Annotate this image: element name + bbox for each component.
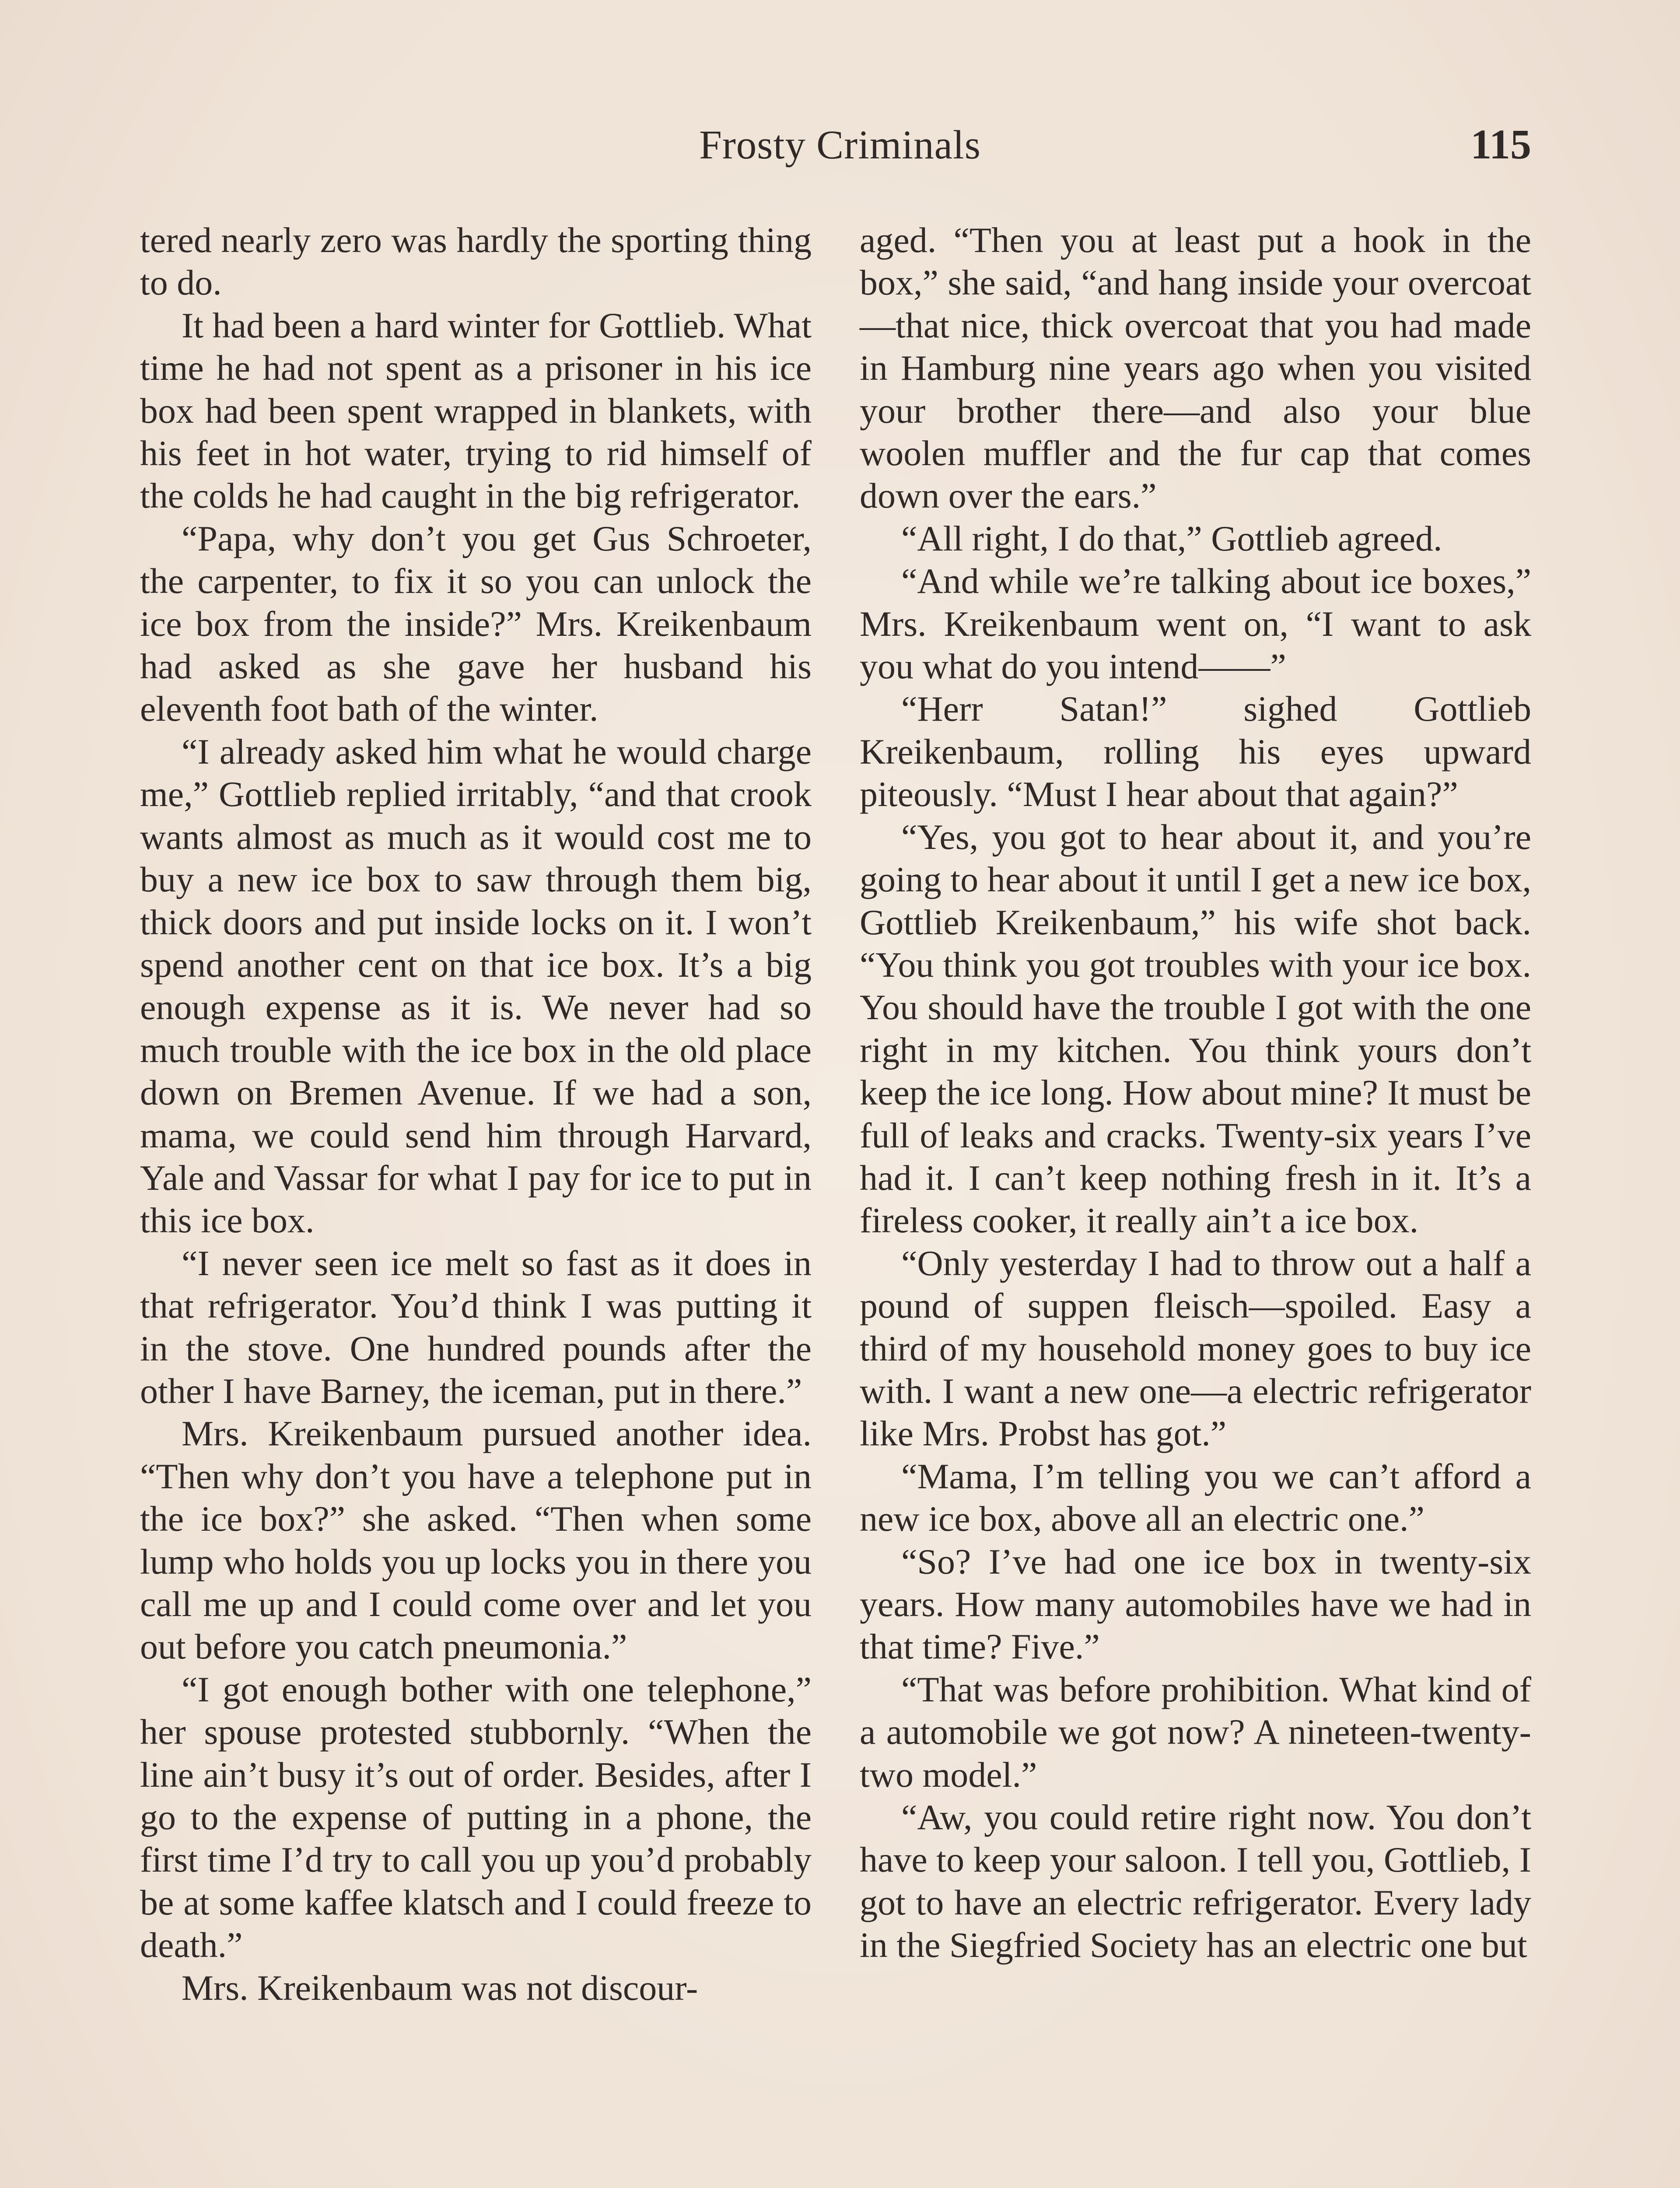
running-title: Frosty Criminals xyxy=(699,123,981,168)
paragraph: “I already asked him what he would charge me,” Gottlieb replied irritably, “and that crook wants almost as much as it would cost me to buy a new ice box to saw through them big, thick doors and put inside locks on it. I won’t spend another cent on that ice box. It’s a big enough expense as it is. We never had so much trouble with the ice box in the old place down on Bremen Avenue. If we had a son, mama, we could send him through Harvard, Yale and Vassar for what I pay for ice to put in this ice box. xyxy=(140,731,812,1241)
paragraph: “Mama, I’m telling you we can’t afford a new ice box, above all an electric one.” xyxy=(860,1456,1531,1539)
paragraph: “I never seen ice melt so fast as it does in that refrigerator. You’d think I was putting it in the stove. One hundred pounds after the other I have Barney, the iceman, put in there.” xyxy=(140,1243,812,1411)
right-column xyxy=(860,219,1531,1967)
paragraph: “Yes, you got to hear about it, and you’re going to hear about it until I get a new ice box, Gottlieb Kreikenbaum,” his wife shot back. “You think you got troubles with your ice box. You should have the trouble I got with the one right in my kitchen. You think yours don’t keep the ice long. How about mine? It must be full of leaks and cracks. Twenty-six years I’ve had it. I can’t keep nothing fresh in it. It’s a fireless cooker, it really ain’t a ice box. xyxy=(860,817,1531,1241)
paragraph: It had been a hard winter for Gottlieb. What time he had not spent as a prisoner in his ice box had been spent wrapped in blankets, with his feet in hot water, trying to rid himself of the colds he had caught in the big refrigerator. xyxy=(140,305,812,516)
paragraph: “Only yesterday I had to throw out a half a pound of suppen fleisch—spoiled. Easy a third of my household money goes to buy ice with. I want a new one—a electric refrigerator like Mrs. Probst has got.” xyxy=(860,1243,1531,1454)
paragraph: aged. “Then you at least put a hook in the box,” she said, “and hang inside your overcoat—that nice, thick overcoat that you had made in Hamburg nine years ago when you visited your brother there—and also your blue woolen muffler and the fur cap that comes down over the ears.” xyxy=(860,220,1531,516)
paragraph: “That was before prohibition. What kind of a automobile we got now? A nineteen-twenty-two model.” xyxy=(860,1669,1531,1795)
paragraph: “And while we’re talking about ice boxes,” Mrs. Kreikenbaum went on, “I want to ask you what do you intend——” xyxy=(860,561,1531,687)
paragraph: “All right, I do that,” Gottlieb agreed. xyxy=(901,518,1442,558)
paragraph: “I got enough bother with one telephone,” her spouse protested stubbornly. “When the line ain’t busy it’s out of order. Besides, after I go to the expense of putting in a phone, the first time I’d try to call you up you’d probably be at some kaffee klatsch and I could freeze to death.” xyxy=(140,1669,812,1965)
page-number: 115 xyxy=(1470,121,1531,168)
paragraph: “Herr Satan!” sighed Gottlieb Kreikenbaum, rolling his eyes upward piteously. “Must I hear about that again?” xyxy=(860,689,1531,814)
paragraph: “Papa, why don’t you get Gus Schroeter, the carpenter, to fix it so you can unlock the ice box from the inside?” Mrs. Kreikenbaum had asked as she gave her husband his eleventh foot bath of the winter. xyxy=(140,518,812,729)
paragraph: “So? I’ve had one ice box in twenty-six years. How many automobiles have we had in that time? Five.” xyxy=(860,1541,1531,1667)
paragraph: “Aw, you could retire right now. You don’t have to keep your saloon. I tell you, Gottlieb, I got to have an electric refrigerator. Every lady in the Siegfried Society has an electric one but xyxy=(860,1797,1531,1965)
left-column xyxy=(140,219,812,2009)
paragraph: Mrs. Kreikenbaum was not discour- xyxy=(182,1967,698,2008)
paragraph: tered nearly zero was hardly the sporting thing to do. xyxy=(140,220,812,303)
paragraph: Mrs. Kreikenbaum pursued another idea. “Then why don’t you have a telephone put in the ice box?” she asked. “Then when some lump who holds you up locks you in there you call me up and I could come over and let you out before you catch pneumonia.” xyxy=(140,1413,812,1667)
